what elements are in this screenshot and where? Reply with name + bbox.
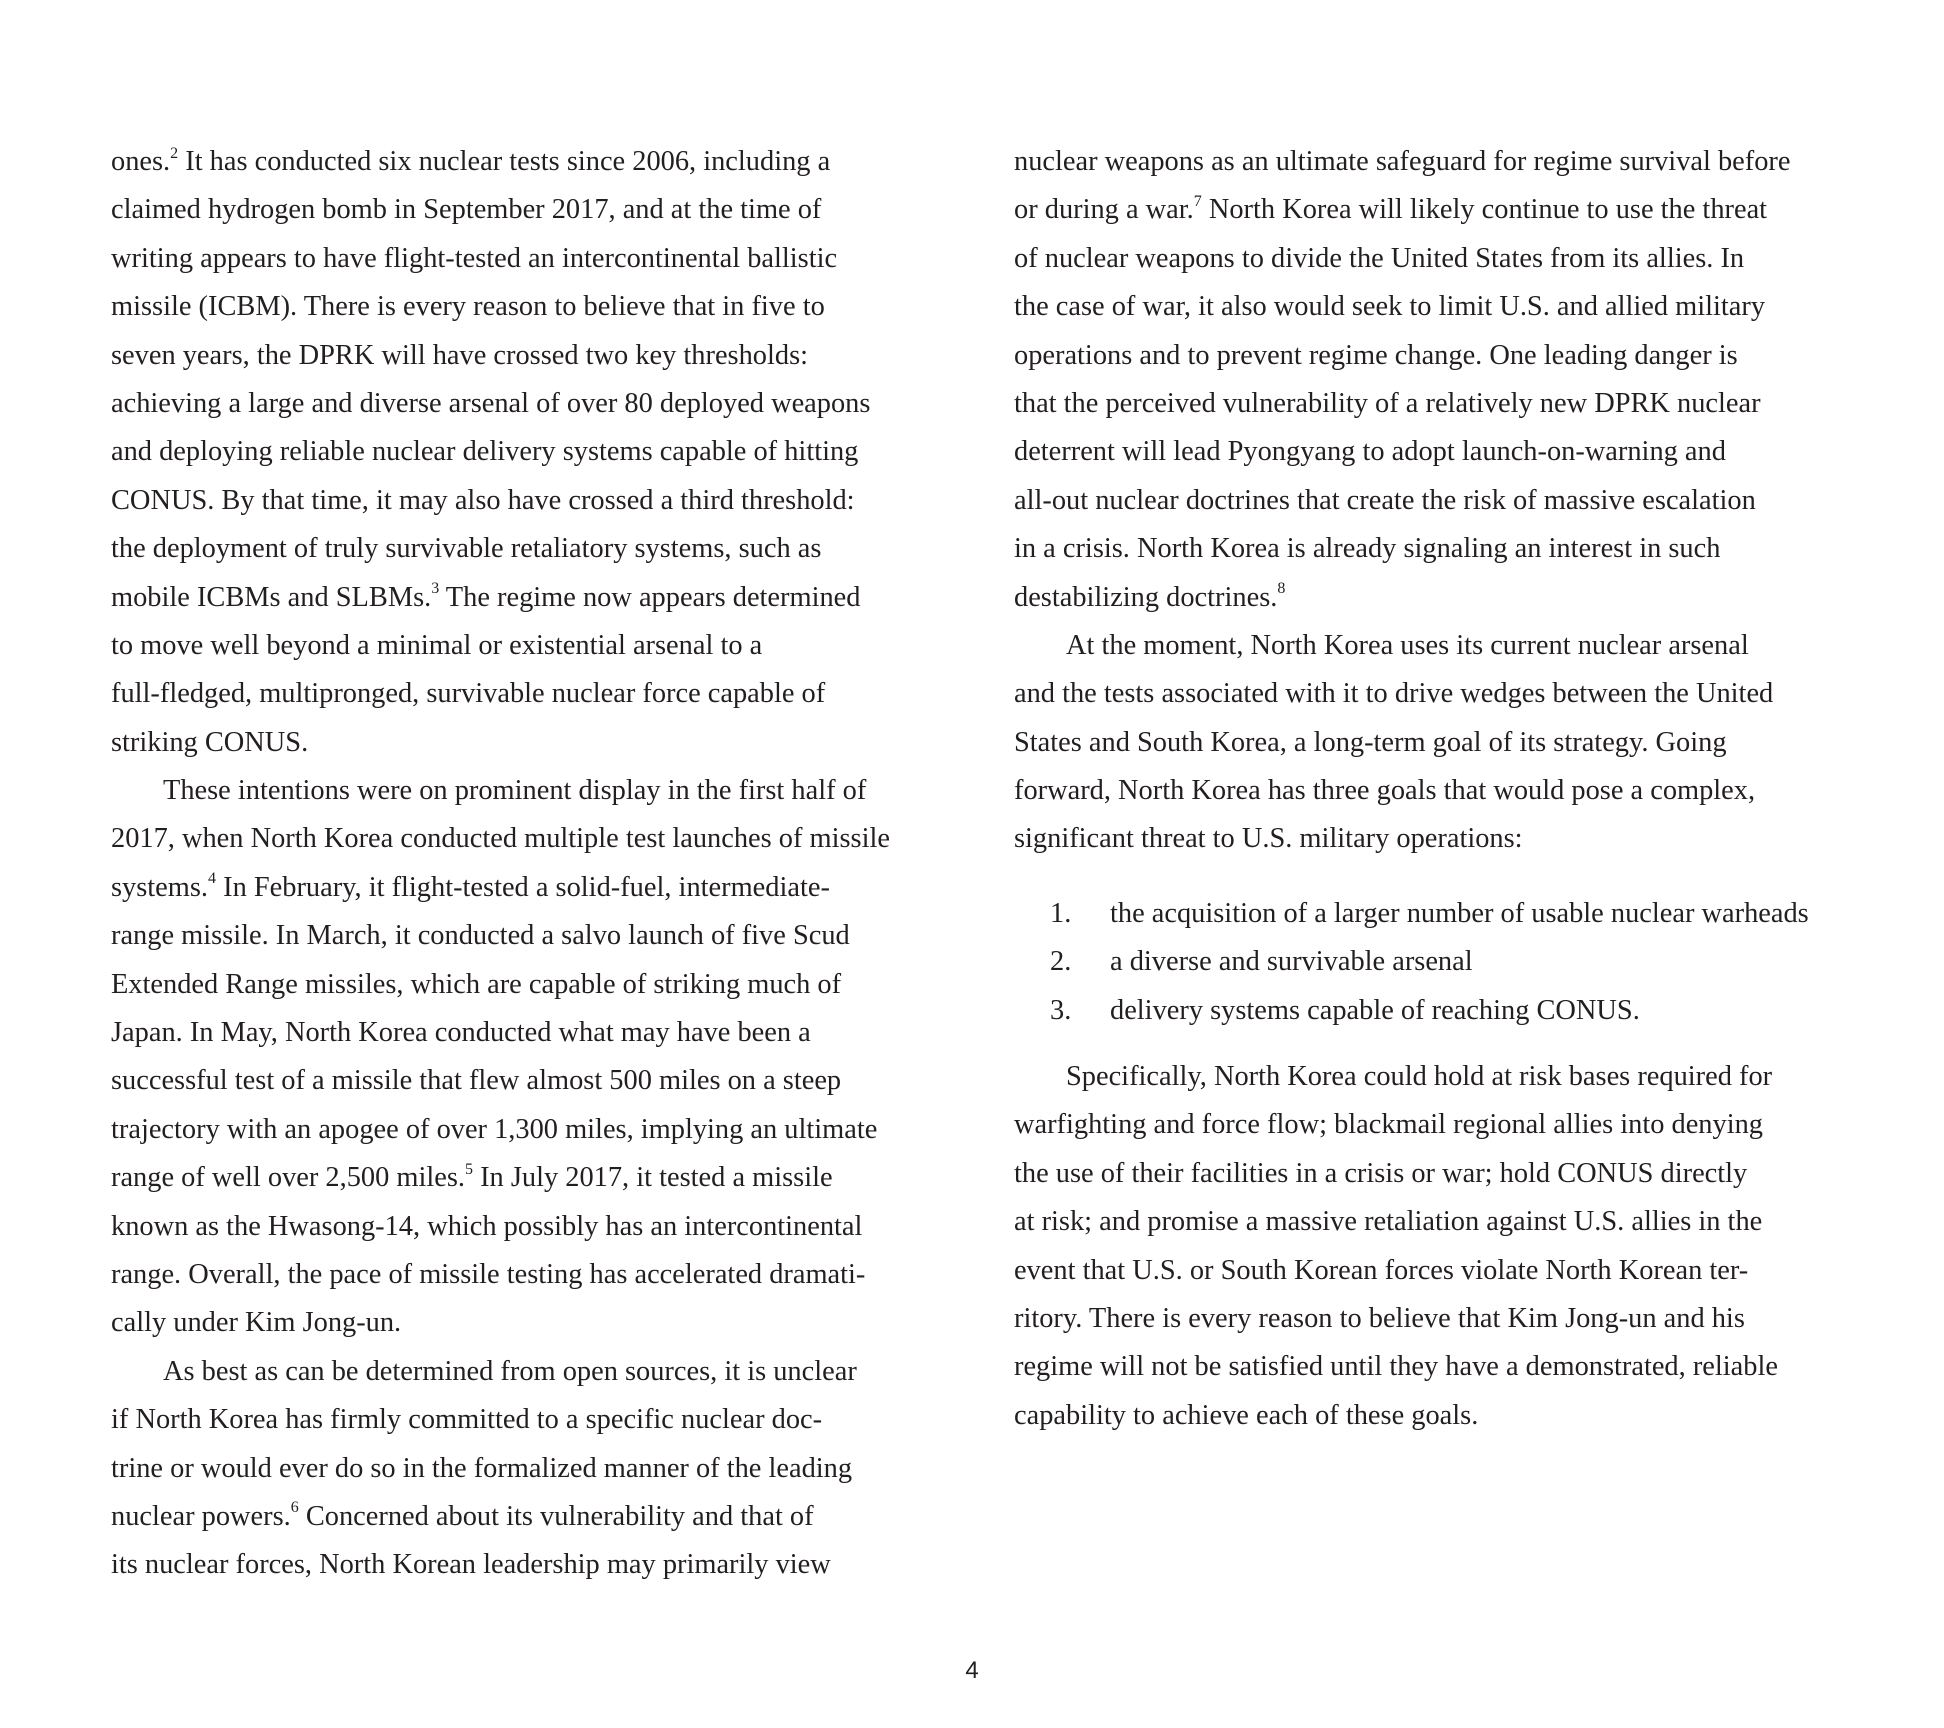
text-line <box>111 1057 951 1105</box>
text-segment: ones. <box>111 146 171 177</box>
text-segment: At the moment, North Korea uses its current nuclear arsenal <box>1066 629 1749 661</box>
text-segment: CONUS. By that time, it may also have crossed a third threshold: <box>111 484 855 516</box>
right-column-top-text <box>1014 138 1854 864</box>
text-line <box>1014 380 1854 428</box>
text-segment: cally under Kim Jong-un. <box>111 1307 402 1339</box>
list-item-number: 3. <box>1050 994 1072 1026</box>
text-segment: achieving a large and diverse arsenal of over 80 deployed weapons <box>111 387 871 419</box>
text-line <box>111 1541 951 1589</box>
text-segment: It has conducted six nuclear tests since 2006, including a <box>178 146 831 177</box>
text-segment: the deployment of truly survivable retaliatory systems, such as <box>111 533 822 565</box>
text-segment: known as the Hwasong-14, which possibly has an intercontinental <box>111 1210 863 1242</box>
text-segment: writing appears to have flight-tested an intercontinental ballistic <box>111 242 838 274</box>
list-item <box>1014 987 1854 1035</box>
text-segment: Japan. In May, North Korea conducted what may have been a <box>111 1017 811 1049</box>
text-line <box>111 235 951 283</box>
text-line <box>111 1154 951 1202</box>
text-line <box>1014 477 1854 525</box>
text-line <box>111 670 951 718</box>
text-line <box>111 912 951 960</box>
text-segment: States and South Korea, a long-term goal of its strategy. Going <box>1014 726 1727 758</box>
text-line <box>1014 1295 1854 1343</box>
text-line <box>111 186 951 234</box>
text-line <box>111 1106 951 1154</box>
text-segment: trine or would ever do so in the formalized manner of the leading <box>111 1452 853 1484</box>
text-line <box>1014 235 1854 283</box>
text-segment: 2017, when North Korea conducted multiple test launches of missile <box>111 823 890 855</box>
text-segment: deterrent will lead Pyongyang to adopt launch-on-warning and <box>1014 436 1726 468</box>
text-line <box>1014 138 1854 186</box>
text-segment: event that U.S. or South Korean forces violate North Korean ter- <box>1014 1254 1749 1286</box>
text-line <box>111 428 951 476</box>
text-line <box>1014 815 1854 863</box>
text-line <box>1014 1150 1854 1198</box>
text-line <box>1014 1101 1854 1149</box>
goals-list <box>1014 890 1854 1035</box>
text-segment: Specifically, North Korea could hold at risk bases required for <box>1066 1061 1773 1093</box>
text-segment: all-out nuclear doctrines that create the risk of massive escalation <box>1014 484 1756 516</box>
text-segment: or during a war. <box>1014 194 1194 226</box>
text-line <box>1014 1247 1854 1295</box>
text-line <box>111 1493 951 1541</box>
text-line <box>111 525 951 573</box>
text-segment: and deploying reliable nuclear delivery systems capable of hitting <box>111 436 859 468</box>
text-segment: range. Overall, the pace of missile testing has accelerated dramati- <box>111 1258 866 1290</box>
text-segment: regime will not be satisfied until they have a demonstrated, reliable <box>1014 1351 1778 1383</box>
text-line <box>111 1299 951 1347</box>
text-line <box>1014 719 1854 767</box>
text-line <box>111 815 951 863</box>
footnote-reference: 4 <box>208 870 217 888</box>
text-line <box>1014 1053 1854 1101</box>
footnote-reference: 8 <box>1277 580 1286 598</box>
text-segment: and the tests associated with it to drive wedges between the United <box>1014 678 1774 710</box>
text-segment: range of well over 2,500 miles. <box>111 1162 465 1194</box>
text-segment: The regime now appears determined <box>439 581 861 613</box>
text-line <box>1014 186 1854 234</box>
text-segment: in a crisis. North Korea is already signaling an interest in such <box>1014 533 1721 565</box>
list-item-number: 2. <box>1050 946 1072 978</box>
right-column <box>1014 138 1854 1440</box>
text-segment: striking CONUS. <box>111 726 309 758</box>
text-segment: full-fledged, multipronged, survivable nuclear force capable of <box>111 678 826 710</box>
text-line <box>111 332 951 380</box>
text-segment: that the perceived vulnerability of a relatively new DPRK nuclear <box>1014 387 1761 419</box>
text-line <box>1014 670 1854 718</box>
text-segment: In July 2017, it tested a missile <box>473 1162 833 1194</box>
text-segment: forward, North Korea has three goals that would pose a complex, <box>1014 775 1756 807</box>
text-segment: Concerned about its vulnerability and that of <box>298 1500 814 1532</box>
text-segment: successful test of a missile that flew almost 500 miles on a steep <box>111 1065 842 1097</box>
text-line <box>1014 1343 1854 1391</box>
text-segment: systems. <box>111 871 209 903</box>
text-segment: As best as can be determined from open sources, it is unclear <box>163 1355 857 1387</box>
text-line <box>111 574 951 622</box>
text-segment: operations and to prevent regime change. One leading danger is <box>1014 339 1738 371</box>
footnote-reference: 5 <box>465 1160 473 1178</box>
text-segment: its nuclear forces, North Korean leadership may primarily view <box>111 1549 831 1581</box>
text-line <box>111 1203 951 1251</box>
text-segment: the case of war, it also would seek to limit U.S. and allied military <box>1014 291 1766 323</box>
text-line <box>111 719 951 767</box>
text-segment: of nuclear weapons to divide the United States from its allies. In <box>1014 242 1745 274</box>
text-line <box>111 380 951 428</box>
list-item-text: the acquisition of a larger number of usable nuclear warheads <box>1110 897 1809 929</box>
text-segment: warfighting and force flow; blackmail regional allies into denying <box>1014 1109 1763 1141</box>
text-segment: nuclear powers. <box>111 1500 291 1532</box>
text-segment: range missile. In March, it conducted a salvo launch of five Scud <box>111 920 850 952</box>
footnote-reference: 3 <box>431 580 440 598</box>
text-line <box>111 283 951 331</box>
text-segment: significant threat to U.S. military operations: <box>1014 823 1523 855</box>
footnote-reference: 6 <box>290 1499 299 1517</box>
text-segment: seven years, the DPRK will have crossed two key thresholds: <box>111 339 809 371</box>
text-line <box>1014 428 1854 476</box>
text-segment: missile (ICBM). There is every reason to believe that in five to <box>111 291 825 323</box>
right-column-bottom-text <box>1014 1053 1854 1440</box>
text-line <box>1014 1198 1854 1246</box>
text-line <box>111 477 951 525</box>
footnote-reference: 7 <box>1193 192 1202 210</box>
text-line <box>1014 1392 1854 1440</box>
text-line <box>1014 525 1854 573</box>
page-number: 4 <box>965 1657 979 1684</box>
text-segment: These intentions were on prominent display in the first half of <box>163 775 867 807</box>
text-line <box>111 1396 951 1444</box>
text-segment: ritory. There is every reason to believe that Kim Jong-un and his <box>1014 1302 1745 1334</box>
list-item-text: delivery systems capable of reaching CONUS. <box>1110 994 1640 1026</box>
text-segment: if North Korea has firmly committed to a specific nuclear doc- <box>111 1404 823 1436</box>
text-line <box>111 1348 951 1396</box>
text-line <box>111 1251 951 1299</box>
text-segment: the use of their facilities in a crisis or war; hold CONUS directly <box>1014 1157 1748 1189</box>
text-segment: nuclear weapons as an ultimate safeguard for regime survival before <box>1014 146 1791 177</box>
text-segment: In February, it flight-tested a solid-fuel, intermediate- <box>216 871 830 903</box>
text-segment: capability to achieve each of these goals. <box>1014 1399 1479 1431</box>
list-item-number: 1. <box>1050 897 1072 929</box>
text-segment: destabilizing doctrines. <box>1014 581 1278 613</box>
text-segment: at risk; and promise a massive retaliation against U.S. allies in the <box>1014 1206 1763 1238</box>
text-line <box>1014 767 1854 815</box>
text-segment: to move well beyond a minimal or existential arsenal to a <box>111 629 763 661</box>
text-segment: trajectory with an apogee of over 1,300 miles, implying an ultimate <box>111 1113 878 1145</box>
text-segment: Extended Range missiles, which are capable of striking much of <box>111 968 842 1000</box>
text-line <box>1014 622 1854 670</box>
text-line <box>111 1009 951 1057</box>
list-item <box>1014 938 1854 986</box>
left-column <box>111 138 951 1590</box>
text-line <box>111 622 951 670</box>
text-line <box>111 138 951 186</box>
text-line <box>1014 574 1854 622</box>
text-line <box>111 1445 951 1493</box>
text-line <box>111 767 951 815</box>
text-line <box>111 961 951 1009</box>
text-segment: North Korea will likely continue to use the threat <box>1201 194 1768 226</box>
text-line <box>111 864 951 912</box>
text-line <box>1014 332 1854 380</box>
text-segment: claimed hydrogen bomb in September 2017, and at the time of <box>111 194 822 226</box>
text-segment: mobile ICBMs and SLBMs. <box>111 581 432 613</box>
list-item <box>1014 890 1854 938</box>
list-item-text: a diverse and survivable arsenal <box>1110 946 1473 978</box>
text-line <box>1014 283 1854 331</box>
footnote-reference: 2 <box>170 144 179 162</box>
